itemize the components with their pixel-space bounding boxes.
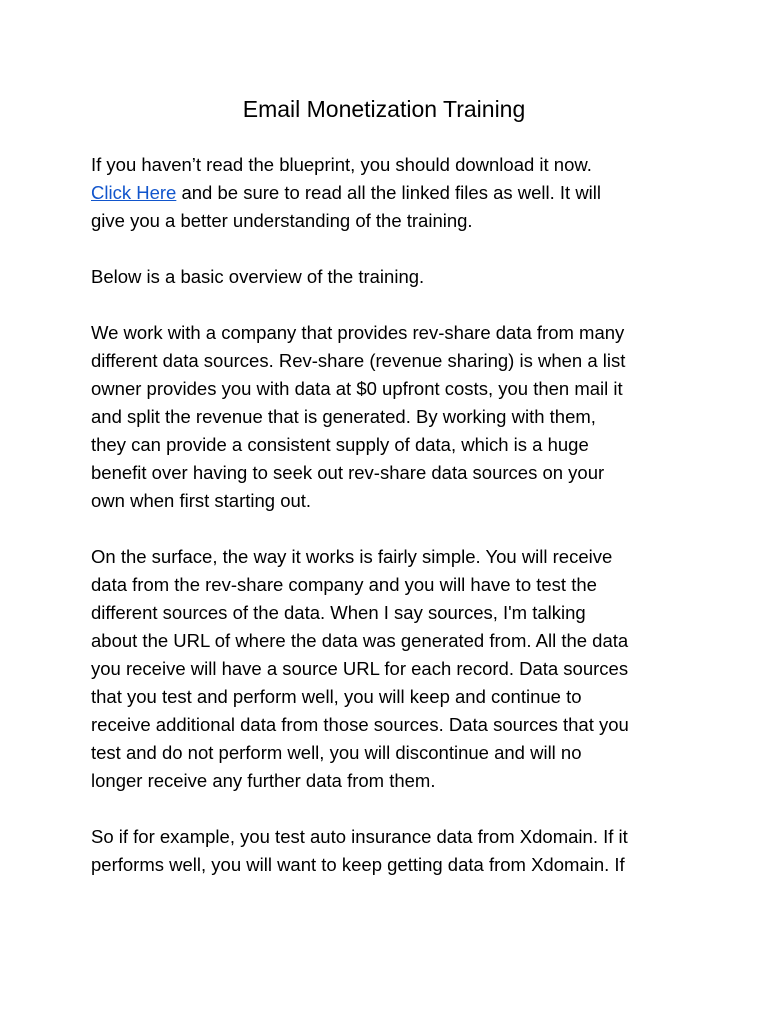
surface-line: receive additional data from those sources. Data sources that you [91,714,629,735]
click-here-link[interactable]: Click Here [91,182,177,203]
surface-line: test and do not perform well, you will discontinue and will no [91,742,582,763]
revshare-line: We work with a company that provides rev-share data from many [91,322,625,343]
revshare-line: different data sources. Rev-share (revenue sharing) is when a list [91,350,626,371]
revshare-line: they can provide a consistent supply of data, which is a huge [91,434,589,455]
intro-line-3: give you a better understanding of the training. [91,210,473,231]
revshare-line: and split the revenue that is generated. By working with them, [91,406,596,427]
surface-line: On the surface, the way it works is fairly simple. You will receive [91,546,613,567]
paragraph-gap [91,235,691,263]
overview-paragraph [91,263,691,291]
overview-line: Below is a basic overview of the training. [91,266,425,287]
surface-line: longer receive any further data from them. [91,770,436,791]
surface-line: about the URL of where the data was generated from. All the data [91,630,629,651]
example-line: performs well, you will want to keep getting data from Xdomain. If [91,854,625,875]
paragraph-gap [91,291,691,319]
revshare-paragraph [91,319,691,515]
paragraph-gap [91,795,691,823]
paragraph-gap [91,515,691,543]
surface-line: that you test and perform well, you will keep and continue to [91,686,582,707]
intro-line-2-text: and be sure to read all the linked files as well. It will [176,182,602,203]
example-paragraph [91,823,691,879]
example-line: So if for example, you test auto insurance data from Xdomain. If it [91,826,628,847]
surface-line: data from the rev-share company and you will have to test the [91,574,597,595]
surface-line: different sources of the data. When I say sources, I'm talking [91,602,586,623]
spacer [91,128,691,151]
revshare-line: owner provides you with data at $0 upfront costs, you then mail it [91,378,623,399]
surface-line: you receive will have a source URL for each record. Data sources [91,658,629,679]
intro-line-2 [91,179,691,207]
revshare-line: own when first starting out. [91,490,312,511]
revshare-line: benefit over having to seek out rev-share data sources on your [91,462,605,483]
document-page [91,90,691,879]
intro-line-1: If you haven’t read the blueprint, you should download it now. [91,154,592,175]
surface-paragraph [91,543,691,795]
intro-paragraph [91,151,691,235]
document-title: Email Monetization Training [242,96,526,122]
